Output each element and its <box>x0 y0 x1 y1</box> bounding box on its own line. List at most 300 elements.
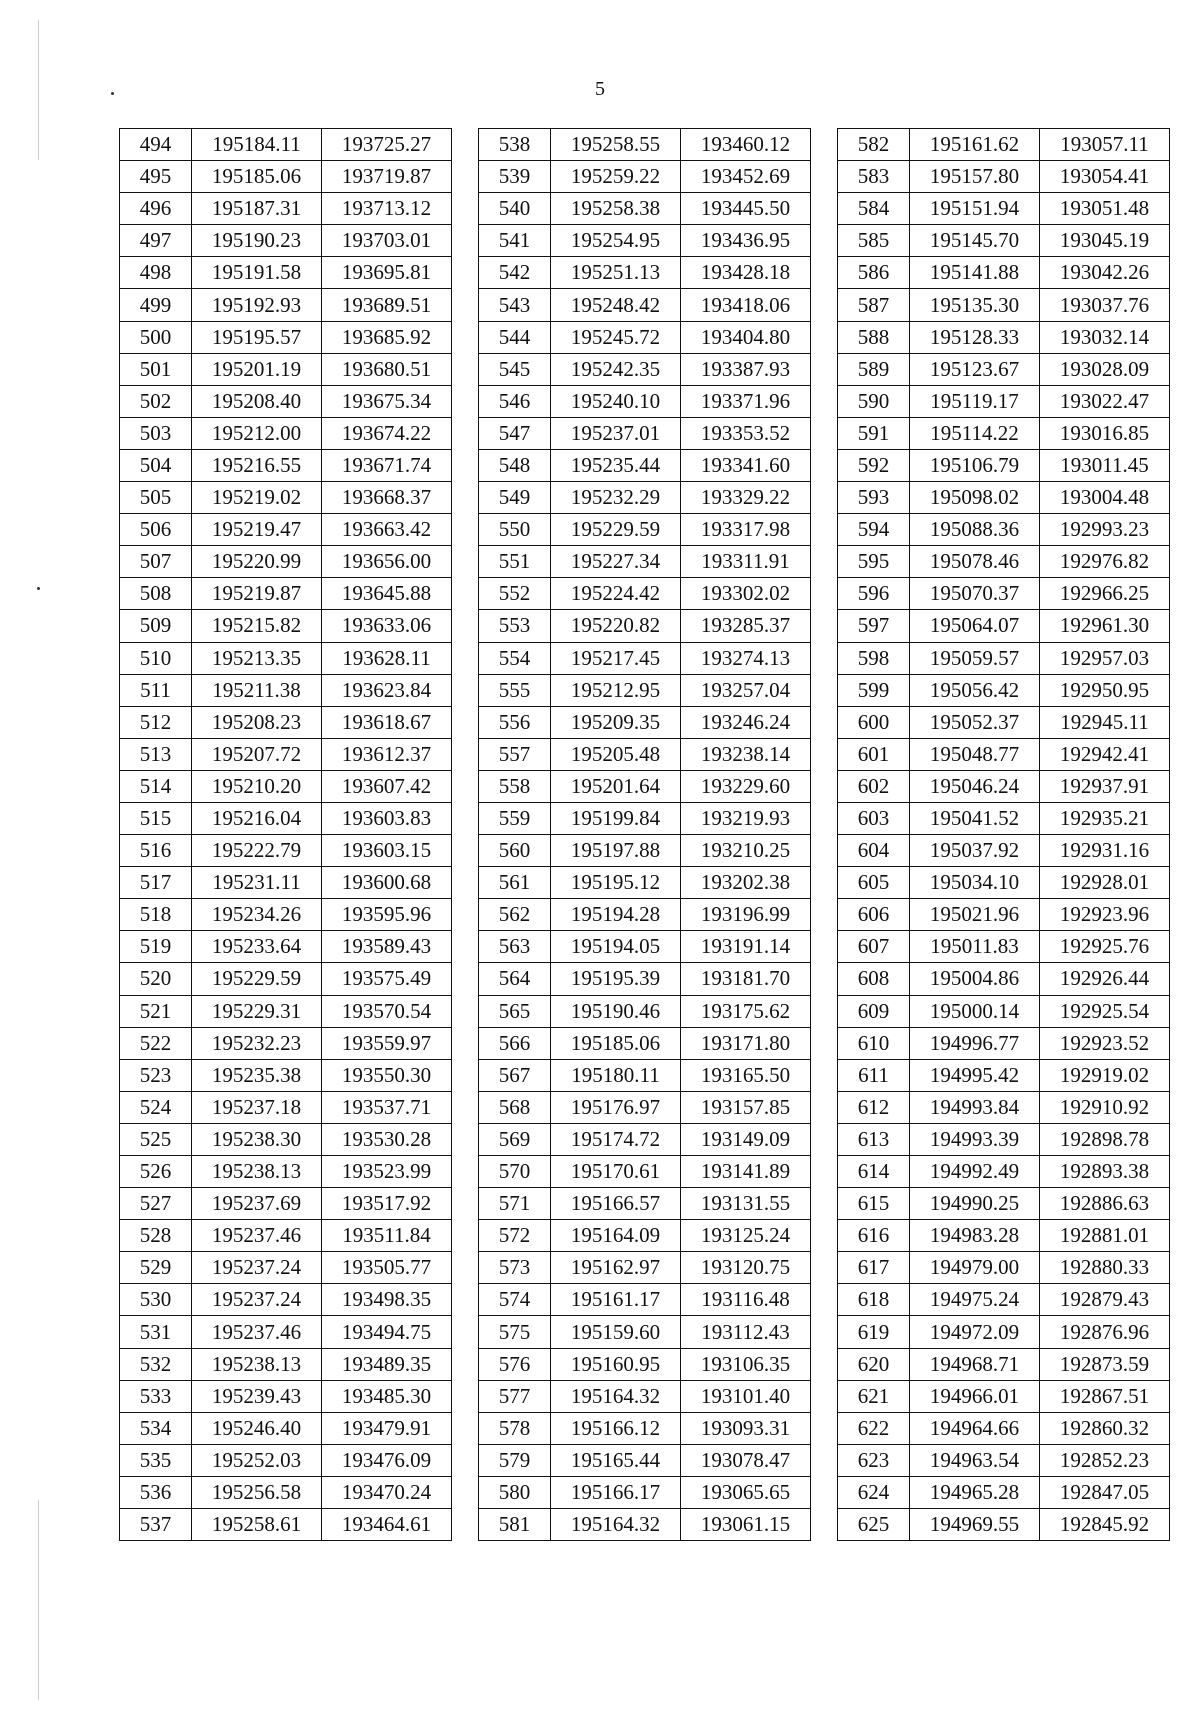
table-row <box>838 1252 1170 1284</box>
point-number-cell: 582 <box>838 129 910 161</box>
table-row <box>838 1348 1170 1380</box>
y-coordinate-cell: 193045.19 <box>1040 225 1170 257</box>
y-coordinate-cell: 193479.91 <box>322 1412 452 1444</box>
point-number-cell: 552 <box>479 578 551 610</box>
point-number-cell: 524 <box>120 1091 192 1123</box>
x-coordinate-cell: 195056.42 <box>910 674 1040 706</box>
point-number-cell: 587 <box>838 289 910 321</box>
point-number-cell: 624 <box>838 1476 910 1508</box>
point-number-cell: 579 <box>479 1444 551 1476</box>
y-coordinate-cell: 192847.05 <box>1040 1476 1170 1508</box>
y-coordinate-cell: 192852.23 <box>1040 1444 1170 1476</box>
x-coordinate-cell: 195212.00 <box>192 417 322 449</box>
x-coordinate-cell: 195233.64 <box>192 931 322 963</box>
x-coordinate-cell: 195216.55 <box>192 449 322 481</box>
point-number-cell: 623 <box>838 1444 910 1476</box>
point-number-cell: 541 <box>479 225 551 257</box>
y-coordinate-cell: 193523.99 <box>322 1156 452 1188</box>
y-coordinate-cell: 193141.89 <box>681 1156 811 1188</box>
x-coordinate-cell: 195162.97 <box>551 1252 681 1284</box>
y-coordinate-cell: 192898.78 <box>1040 1123 1170 1155</box>
point-number-cell: 592 <box>838 449 910 481</box>
x-coordinate-cell: 194968.71 <box>910 1348 1040 1380</box>
x-coordinate-cell: 195141.88 <box>910 257 1040 289</box>
y-coordinate-cell: 193353.52 <box>681 417 811 449</box>
table-row <box>120 1412 452 1444</box>
y-coordinate-cell: 193663.42 <box>322 514 452 546</box>
x-coordinate-cell: 195021.96 <box>910 899 1040 931</box>
y-coordinate-cell: 193093.31 <box>681 1412 811 1444</box>
y-coordinate-cell: 193428.18 <box>681 257 811 289</box>
y-coordinate-cell: 193607.42 <box>322 770 452 802</box>
y-coordinate-cell: 193498.35 <box>322 1284 452 1316</box>
table-row <box>479 706 811 738</box>
point-number-cell: 532 <box>120 1348 192 1380</box>
point-number-cell: 584 <box>838 193 910 225</box>
point-number-cell: 586 <box>838 257 910 289</box>
table-row <box>838 257 1170 289</box>
x-coordinate-cell: 195219.02 <box>192 482 322 514</box>
x-coordinate-cell: 195191.58 <box>192 257 322 289</box>
point-number-cell: 570 <box>479 1156 551 1188</box>
y-coordinate-cell: 193680.51 <box>322 353 452 385</box>
y-coordinate-cell: 193125.24 <box>681 1220 811 1252</box>
point-number-cell: 523 <box>120 1059 192 1091</box>
y-coordinate-cell: 192961.30 <box>1040 610 1170 642</box>
point-number-cell: 535 <box>120 1444 192 1476</box>
point-number-cell: 563 <box>479 931 551 963</box>
table-row <box>838 674 1170 706</box>
y-coordinate-cell: 193489.35 <box>322 1348 452 1380</box>
table-row <box>838 321 1170 353</box>
table-row <box>838 931 1170 963</box>
point-number-cell: 572 <box>479 1220 551 1252</box>
y-coordinate-cell: 193302.02 <box>681 578 811 610</box>
y-coordinate-cell: 192860.32 <box>1040 1412 1170 1444</box>
y-coordinate-cell: 193274.13 <box>681 642 811 674</box>
table-row <box>120 1284 452 1316</box>
point-number-cell: 610 <box>838 1027 910 1059</box>
y-coordinate-cell: 193016.85 <box>1040 417 1170 449</box>
y-coordinate-cell: 192919.02 <box>1040 1059 1170 1091</box>
point-number-cell: 501 <box>120 353 192 385</box>
table-row <box>120 129 452 161</box>
point-number-cell: 545 <box>479 353 551 385</box>
table-row <box>479 1509 811 1541</box>
x-coordinate-cell: 195000.14 <box>910 995 1040 1027</box>
table-row <box>120 546 452 578</box>
table-row <box>120 770 452 802</box>
x-coordinate-cell: 195046.24 <box>910 770 1040 802</box>
table-row <box>479 417 811 449</box>
y-coordinate-cell: 193674.22 <box>322 417 452 449</box>
table-row <box>120 482 452 514</box>
point-number-cell: 506 <box>120 514 192 546</box>
point-number-cell: 522 <box>120 1027 192 1059</box>
y-coordinate-cell: 193196.99 <box>681 899 811 931</box>
point-number-cell: 568 <box>479 1091 551 1123</box>
table-row <box>120 1380 452 1412</box>
x-coordinate-cell: 194990.25 <box>910 1188 1040 1220</box>
table-row <box>838 289 1170 321</box>
y-coordinate-cell: 192966.25 <box>1040 578 1170 610</box>
x-coordinate-cell: 194983.28 <box>910 1220 1040 1252</box>
point-number-cell: 620 <box>838 1348 910 1380</box>
y-coordinate-cell: 193656.00 <box>322 546 452 578</box>
x-coordinate-cell: 194963.54 <box>910 1444 1040 1476</box>
table-row <box>838 514 1170 546</box>
point-number-cell: 512 <box>120 706 192 738</box>
table-row <box>838 610 1170 642</box>
y-coordinate-cell: 193022.47 <box>1040 385 1170 417</box>
point-number-cell: 549 <box>479 482 551 514</box>
table-row <box>479 1188 811 1220</box>
y-coordinate-cell: 193511.84 <box>322 1220 452 1252</box>
table-row <box>120 1123 452 1155</box>
x-coordinate-cell: 195199.84 <box>551 802 681 834</box>
point-number-cell: 619 <box>838 1316 910 1348</box>
x-coordinate-cell: 195052.37 <box>910 706 1040 738</box>
point-number-cell: 564 <box>479 963 551 995</box>
x-coordinate-cell: 195210.20 <box>192 770 322 802</box>
y-coordinate-cell: 193065.65 <box>681 1476 811 1508</box>
y-coordinate-cell: 193032.14 <box>1040 321 1170 353</box>
table-row <box>120 449 452 481</box>
x-coordinate-cell: 195034.10 <box>910 867 1040 899</box>
x-coordinate-cell: 195209.35 <box>551 706 681 738</box>
point-number-cell: 606 <box>838 899 910 931</box>
table-row <box>120 385 452 417</box>
point-number-cell: 577 <box>479 1380 551 1412</box>
y-coordinate-cell: 193112.43 <box>681 1316 811 1348</box>
y-coordinate-cell: 193120.75 <box>681 1252 811 1284</box>
y-coordinate-cell: 193101.40 <box>681 1380 811 1412</box>
y-coordinate-cell: 193550.30 <box>322 1059 452 1091</box>
x-coordinate-cell: 195205.48 <box>551 738 681 770</box>
coordinate-table-2 <box>478 128 811 1541</box>
table-row <box>120 321 452 353</box>
coordinate-table-3 <box>837 128 1170 1541</box>
y-coordinate-cell: 192925.76 <box>1040 931 1170 963</box>
table-row <box>838 449 1170 481</box>
y-coordinate-cell: 193210.25 <box>681 835 811 867</box>
y-coordinate-cell: 192931.16 <box>1040 835 1170 867</box>
x-coordinate-cell: 195237.69 <box>192 1188 322 1220</box>
x-coordinate-cell: 195195.57 <box>192 321 322 353</box>
x-coordinate-cell: 195157.80 <box>910 161 1040 193</box>
point-number-cell: 542 <box>479 257 551 289</box>
y-coordinate-cell: 192910.92 <box>1040 1091 1170 1123</box>
point-number-cell: 526 <box>120 1156 192 1188</box>
point-number-cell: 525 <box>120 1123 192 1155</box>
point-number-cell: 590 <box>838 385 910 417</box>
point-number-cell: 599 <box>838 674 910 706</box>
x-coordinate-cell: 195254.95 <box>551 225 681 257</box>
table-row <box>838 899 1170 931</box>
table-row <box>838 1123 1170 1155</box>
y-coordinate-cell: 193329.22 <box>681 482 811 514</box>
table-row <box>120 417 452 449</box>
y-coordinate-cell: 193191.14 <box>681 931 811 963</box>
table-row <box>120 1316 452 1348</box>
table-row <box>120 642 452 674</box>
table-row <box>479 899 811 931</box>
x-coordinate-cell: 195207.72 <box>192 738 322 770</box>
table-row <box>838 161 1170 193</box>
table-row <box>479 835 811 867</box>
y-coordinate-cell: 192876.96 <box>1040 1316 1170 1348</box>
y-coordinate-cell: 193202.38 <box>681 867 811 899</box>
point-number-cell: 557 <box>479 738 551 770</box>
x-coordinate-cell: 195213.35 <box>192 642 322 674</box>
x-coordinate-cell: 195088.36 <box>910 514 1040 546</box>
x-coordinate-cell: 195217.45 <box>551 642 681 674</box>
x-coordinate-cell: 195238.13 <box>192 1156 322 1188</box>
table-row <box>838 1091 1170 1123</box>
point-number-cell: 567 <box>479 1059 551 1091</box>
x-coordinate-cell: 194964.66 <box>910 1412 1040 1444</box>
table-row <box>479 963 811 995</box>
x-coordinate-cell: 195059.57 <box>910 642 1040 674</box>
y-coordinate-cell: 193623.84 <box>322 674 452 706</box>
x-coordinate-cell: 195114.22 <box>910 417 1040 449</box>
x-coordinate-cell: 194993.39 <box>910 1123 1040 1155</box>
point-number-cell: 615 <box>838 1188 910 1220</box>
y-coordinate-cell: 192881.01 <box>1040 1220 1170 1252</box>
y-coordinate-cell: 193054.41 <box>1040 161 1170 193</box>
y-coordinate-cell: 193106.35 <box>681 1348 811 1380</box>
y-coordinate-cell: 193628.11 <box>322 642 452 674</box>
table-row <box>120 1156 452 1188</box>
y-coordinate-cell: 193317.98 <box>681 514 811 546</box>
page-number: 5 <box>595 78 605 100</box>
x-coordinate-cell: 195170.61 <box>551 1156 681 1188</box>
x-coordinate-cell: 195166.17 <box>551 1476 681 1508</box>
y-coordinate-cell: 193530.28 <box>322 1123 452 1155</box>
table-row <box>120 674 452 706</box>
y-coordinate-cell: 193600.68 <box>322 867 452 899</box>
point-number-cell: 508 <box>120 578 192 610</box>
point-number-cell: 581 <box>479 1509 551 1541</box>
point-number-cell: 494 <box>120 129 192 161</box>
y-coordinate-cell: 193149.09 <box>681 1123 811 1155</box>
table-row <box>479 802 811 834</box>
point-number-cell: 556 <box>479 706 551 738</box>
point-number-cell: 547 <box>479 417 551 449</box>
point-number-cell: 517 <box>120 867 192 899</box>
x-coordinate-cell: 195232.29 <box>551 482 681 514</box>
x-coordinate-cell: 195011.83 <box>910 931 1040 963</box>
x-coordinate-cell: 194975.24 <box>910 1284 1040 1316</box>
point-number-cell: 609 <box>838 995 910 1027</box>
y-coordinate-cell: 193004.48 <box>1040 482 1170 514</box>
x-coordinate-cell: 195070.37 <box>910 578 1040 610</box>
point-number-cell: 521 <box>120 995 192 1027</box>
table-row <box>479 931 811 963</box>
x-coordinate-cell: 195164.32 <box>551 1509 681 1541</box>
point-number-cell: 613 <box>838 1123 910 1155</box>
scan-edge-line <box>38 20 39 160</box>
y-coordinate-cell: 192928.01 <box>1040 867 1170 899</box>
point-number-cell: 625 <box>838 1509 910 1541</box>
table-row <box>838 770 1170 802</box>
point-number-cell: 555 <box>479 674 551 706</box>
x-coordinate-cell: 195201.64 <box>551 770 681 802</box>
table-row <box>479 1027 811 1059</box>
y-coordinate-cell: 193418.06 <box>681 289 811 321</box>
table-row <box>120 1220 452 1252</box>
x-coordinate-cell: 195166.12 <box>551 1412 681 1444</box>
point-number-cell: 504 <box>120 449 192 481</box>
x-coordinate-cell: 194979.00 <box>910 1252 1040 1284</box>
table-row <box>120 835 452 867</box>
point-number-cell: 514 <box>120 770 192 802</box>
table-row <box>479 674 811 706</box>
point-number-cell: 516 <box>120 835 192 867</box>
x-coordinate-cell: 195237.01 <box>551 417 681 449</box>
x-coordinate-cell: 195232.23 <box>192 1027 322 1059</box>
y-coordinate-cell: 193257.04 <box>681 674 811 706</box>
point-number-cell: 537 <box>120 1509 192 1541</box>
y-coordinate-cell: 193517.92 <box>322 1188 452 1220</box>
y-coordinate-cell: 193494.75 <box>322 1316 452 1348</box>
x-coordinate-cell: 195187.31 <box>192 193 322 225</box>
x-coordinate-cell: 195041.52 <box>910 802 1040 834</box>
table-row <box>838 1444 1170 1476</box>
y-coordinate-cell: 193238.14 <box>681 738 811 770</box>
y-coordinate-cell: 193464.61 <box>322 1509 452 1541</box>
x-coordinate-cell: 195237.46 <box>192 1316 322 1348</box>
y-coordinate-cell: 193229.60 <box>681 770 811 802</box>
point-number-cell: 583 <box>838 161 910 193</box>
table-row <box>838 835 1170 867</box>
point-number-cell: 498 <box>120 257 192 289</box>
y-coordinate-cell: 193246.24 <box>681 706 811 738</box>
point-number-cell: 554 <box>479 642 551 674</box>
x-coordinate-cell: 195194.05 <box>551 931 681 963</box>
point-number-cell: 594 <box>838 514 910 546</box>
x-coordinate-cell: 194969.55 <box>910 1509 1040 1541</box>
table-row <box>479 546 811 578</box>
x-coordinate-cell: 195219.87 <box>192 578 322 610</box>
y-coordinate-cell: 193131.55 <box>681 1188 811 1220</box>
y-coordinate-cell: 193537.71 <box>322 1091 452 1123</box>
point-number-cell: 529 <box>120 1252 192 1284</box>
point-number-cell: 561 <box>479 867 551 899</box>
table-row <box>479 449 811 481</box>
point-number-cell: 597 <box>838 610 910 642</box>
coordinate-table-1 <box>119 128 452 1541</box>
table-row <box>838 867 1170 899</box>
table-row <box>838 225 1170 257</box>
point-number-cell: 502 <box>120 385 192 417</box>
x-coordinate-cell: 195234.26 <box>192 899 322 931</box>
table-row <box>479 642 811 674</box>
y-coordinate-cell: 192935.21 <box>1040 802 1170 834</box>
table-row <box>479 1348 811 1380</box>
x-coordinate-cell: 195258.38 <box>551 193 681 225</box>
x-coordinate-cell: 195212.95 <box>551 674 681 706</box>
y-coordinate-cell: 193675.34 <box>322 385 452 417</box>
x-coordinate-cell: 195119.17 <box>910 385 1040 417</box>
table-row <box>479 867 811 899</box>
x-coordinate-cell: 195004.86 <box>910 963 1040 995</box>
x-coordinate-cell: 195201.19 <box>192 353 322 385</box>
x-coordinate-cell: 195246.40 <box>192 1412 322 1444</box>
table-row <box>120 899 452 931</box>
table-row <box>120 514 452 546</box>
x-coordinate-cell: 195161.17 <box>551 1284 681 1316</box>
table-row <box>120 1059 452 1091</box>
point-number-cell: 540 <box>479 193 551 225</box>
y-coordinate-cell: 193645.88 <box>322 578 452 610</box>
y-coordinate-cell: 193719.87 <box>322 161 452 193</box>
table-row <box>479 1156 811 1188</box>
x-coordinate-cell: 195208.40 <box>192 385 322 417</box>
x-coordinate-cell: 195145.70 <box>910 225 1040 257</box>
table-row <box>838 193 1170 225</box>
x-coordinate-cell: 195195.39 <box>551 963 681 995</box>
table-row <box>120 193 452 225</box>
x-coordinate-cell: 195128.33 <box>910 321 1040 353</box>
table-row <box>120 1091 452 1123</box>
table-row <box>479 770 811 802</box>
table-row <box>838 738 1170 770</box>
point-number-cell: 546 <box>479 385 551 417</box>
table-row <box>838 963 1170 995</box>
y-coordinate-cell: 193037.76 <box>1040 289 1170 321</box>
x-coordinate-cell: 195251.13 <box>551 257 681 289</box>
point-number-cell: 596 <box>838 578 910 610</box>
x-coordinate-cell: 195219.47 <box>192 514 322 546</box>
x-coordinate-cell: 195190.23 <box>192 225 322 257</box>
y-coordinate-cell: 193505.77 <box>322 1252 452 1284</box>
x-coordinate-cell: 195242.35 <box>551 353 681 385</box>
table-row <box>838 1380 1170 1412</box>
y-coordinate-cell: 193470.24 <box>322 1476 452 1508</box>
y-coordinate-cell: 193603.15 <box>322 835 452 867</box>
y-coordinate-cell: 193445.50 <box>681 193 811 225</box>
y-coordinate-cell: 193575.49 <box>322 963 452 995</box>
x-coordinate-cell: 195240.10 <box>551 385 681 417</box>
y-coordinate-cell: 192923.96 <box>1040 899 1170 931</box>
x-coordinate-cell: 195237.46 <box>192 1220 322 1252</box>
table-row <box>838 1509 1170 1541</box>
y-coordinate-cell: 193703.01 <box>322 225 452 257</box>
table-row <box>479 289 811 321</box>
y-coordinate-cell: 192845.92 <box>1040 1509 1170 1541</box>
x-coordinate-cell: 195164.32 <box>551 1380 681 1412</box>
y-coordinate-cell: 193452.69 <box>681 161 811 193</box>
y-coordinate-cell: 193612.37 <box>322 738 452 770</box>
table-row <box>838 706 1170 738</box>
scan-dot <box>37 587 40 590</box>
table-row <box>838 578 1170 610</box>
x-coordinate-cell: 195231.11 <box>192 867 322 899</box>
point-number-cell: 497 <box>120 225 192 257</box>
x-coordinate-cell: 195229.59 <box>192 963 322 995</box>
y-coordinate-cell: 193387.93 <box>681 353 811 385</box>
y-coordinate-cell: 192873.59 <box>1040 1348 1170 1380</box>
x-coordinate-cell: 195123.67 <box>910 353 1040 385</box>
y-coordinate-cell: 193175.62 <box>681 995 811 1027</box>
x-coordinate-cell: 195252.03 <box>192 1444 322 1476</box>
x-coordinate-cell: 195239.43 <box>192 1380 322 1412</box>
y-coordinate-cell: 192886.63 <box>1040 1188 1170 1220</box>
x-coordinate-cell: 195224.42 <box>551 578 681 610</box>
table-row <box>838 417 1170 449</box>
point-number-cell: 607 <box>838 931 910 963</box>
